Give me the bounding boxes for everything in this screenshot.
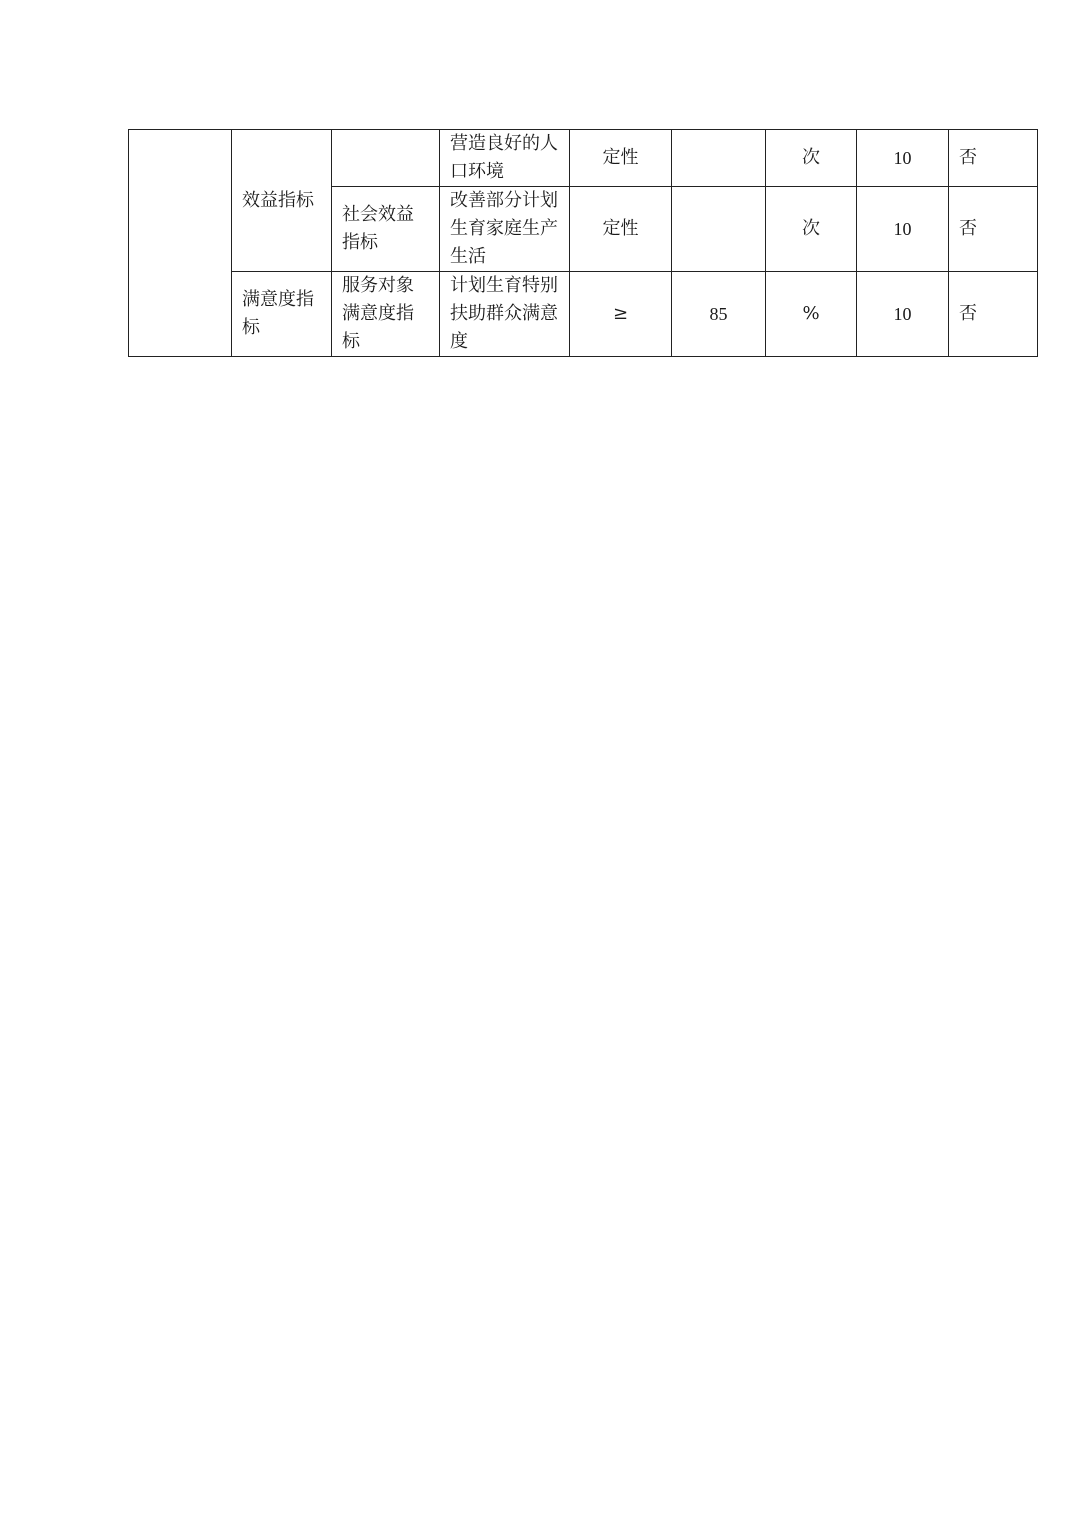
level3-category-cell [332, 130, 440, 187]
level2-category-cell: 效益指标 [232, 130, 332, 272]
target-value-cell [672, 130, 766, 187]
unit-cell: 次 [766, 130, 857, 187]
indicator-cell: 计划生育特别扶助群众满意度 [440, 272, 570, 357]
operator-cell: 定性 [570, 130, 672, 187]
operator-cell: ≥ [570, 272, 672, 357]
level2-category-cell: 满意度指标 [232, 272, 332, 357]
unit-cell: % [766, 272, 857, 357]
score-cell: 10 [857, 130, 949, 187]
level3-category-cell: 社会效益指标 [332, 187, 440, 272]
indicator-cell: 营造良好的人口环境 [440, 130, 570, 187]
core-indicator-cell: 否 [949, 130, 1038, 187]
unit-cell: 次 [766, 187, 857, 272]
performance-indicator-table [128, 129, 1038, 357]
core-indicator-cell: 否 [949, 187, 1038, 272]
level3-category-cell: 服务对象满意度指标 [332, 272, 440, 357]
operator-cell: 定性 [570, 187, 672, 272]
score-cell: 10 [857, 187, 949, 272]
target-value-cell [672, 187, 766, 272]
table-row [129, 130, 1038, 187]
score-cell: 10 [857, 272, 949, 357]
indicator-cell: 改善部分计划生育家庭生产生活 [440, 187, 570, 272]
core-indicator-cell: 否 [949, 272, 1038, 357]
target-value-cell: 85 [672, 272, 766, 357]
table-row [129, 272, 1038, 357]
level1-category-cell [129, 130, 232, 357]
